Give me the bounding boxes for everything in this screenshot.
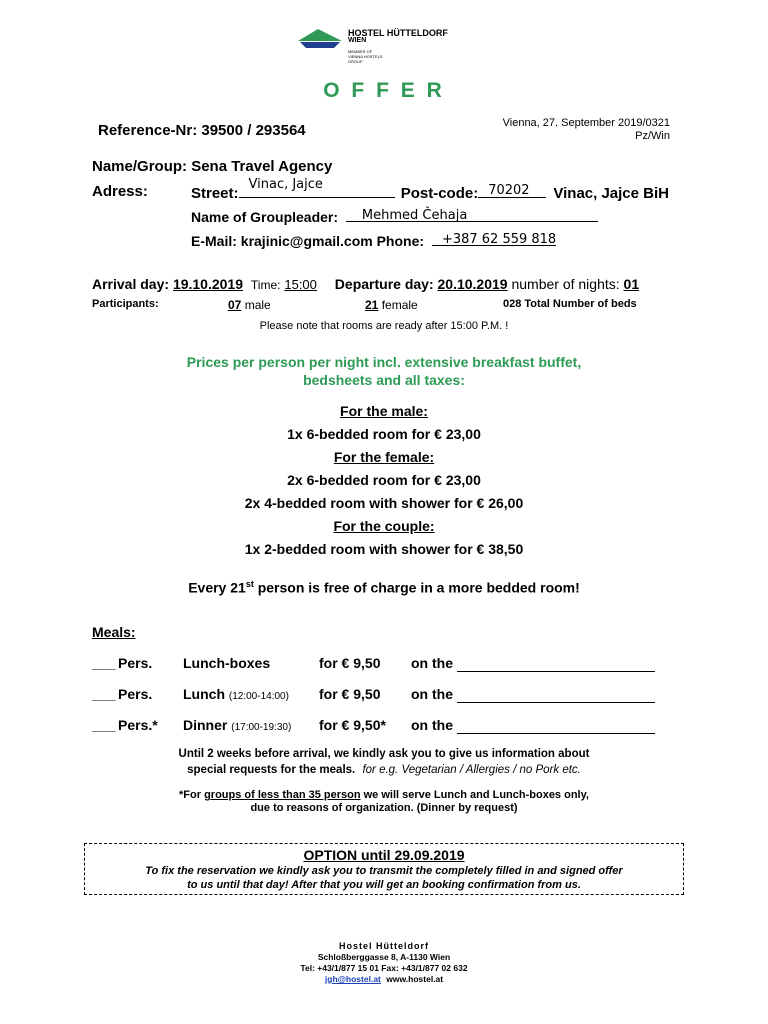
email-value: krajinic@gmail.com bbox=[240, 233, 373, 249]
hostel-logo bbox=[296, 25, 466, 65]
female-label: female bbox=[381, 298, 418, 312]
footer-contact bbox=[0, 974, 768, 984]
male-count: 07 bbox=[228, 298, 242, 312]
female-room-1: 2x 6-bedded room for € 23,00 bbox=[287, 472, 481, 488]
participants-male bbox=[228, 298, 271, 312]
participants-total: 028 Total Number of beds bbox=[503, 298, 637, 310]
footer-address: Schloßberggasse 8, A-1130 Wien bbox=[317, 952, 451, 962]
meal-row-dinner: ___ Pers.* Dinner (17:00-19:30) for € 9,50* on the bbox=[92, 717, 662, 737]
email-label: E-Mail: bbox=[191, 233, 237, 249]
address-row bbox=[191, 177, 669, 202]
couple-room-1: 1x 2-bedded room with shower for € 38,50 bbox=[244, 541, 524, 557]
postcode-label: Post-code: bbox=[400, 185, 479, 202]
option-line-2: to us until that day! After that you will get an booking confirmation from us. bbox=[187, 879, 581, 891]
group-row bbox=[92, 158, 332, 175]
hostel-logo-icon bbox=[296, 27, 344, 49]
time-value: 15:00 bbox=[284, 277, 317, 292]
male-heading: For the male: bbox=[340, 403, 428, 419]
page-title: O F F E R bbox=[323, 79, 445, 102]
option-line-1: To fix the reservation we kindly ask you to transmit the completely filled in and signed offer bbox=[145, 865, 623, 877]
city-value: Vinac, Jajce BiH bbox=[553, 185, 669, 202]
arrival-row bbox=[92, 276, 639, 292]
meals-heading: Meals: bbox=[92, 624, 136, 640]
phone-label: Phone: bbox=[376, 233, 425, 249]
female-room-2: 2x 4-bedded room with shower for € 26,00 bbox=[244, 495, 524, 511]
time-label: Time: bbox=[250, 278, 281, 292]
group-value: Sena Travel Agency bbox=[191, 158, 333, 175]
male-label: male bbox=[244, 298, 271, 312]
address-label: Adress: bbox=[92, 183, 148, 200]
logo-member-2: VIENNA HOSTELS bbox=[348, 54, 383, 59]
meal-request-2: special requests for the meals. for e.g. Vegetarian / Allergies / no Pork etc. bbox=[187, 764, 581, 776]
participants-label: Participants: bbox=[92, 298, 159, 310]
contact-row bbox=[191, 231, 556, 249]
meal-request-1: Until 2 weeks before arrival, we kindly ask you to give us information about bbox=[178, 748, 590, 760]
departure-date: 20.10.2019 bbox=[437, 276, 508, 292]
footer-web: www.hostel.at bbox=[386, 974, 444, 984]
groupleader-row bbox=[191, 207, 598, 225]
option-title: OPTION until 29.09.2019 bbox=[303, 847, 465, 863]
nights-value: 01 bbox=[623, 276, 640, 292]
groups-note-2: due to reasons of organization. (Dinner by request) bbox=[250, 802, 518, 814]
logo-member-1: MEMBER OF bbox=[348, 49, 373, 54]
logo-city: WIEN bbox=[348, 37, 367, 44]
free-person-note: Every 21st person is free of charge in a more bedded room! bbox=[188, 579, 580, 596]
footer-email-link[interactable]: jgh@hostel.at bbox=[324, 974, 381, 984]
postcode-value: 70202 bbox=[488, 183, 530, 198]
meal-row-lunch-boxes: ___ Pers. Lunch-boxes for € 9,50 on the bbox=[92, 655, 662, 675]
male-room-1: 1x 6-bedded room for € 23,00 bbox=[287, 426, 481, 442]
groups-note-1: *For groups of less than 35 person we will serve Lunch and Lunch-boxes only, bbox=[179, 789, 589, 801]
female-count: 21 bbox=[365, 298, 379, 312]
group-label: Name/Group: bbox=[92, 158, 188, 175]
initials: Pz/Win bbox=[635, 130, 670, 142]
street-value: Vinac, Jajce bbox=[248, 177, 323, 192]
prices-heading-2: bedsheets and all taxes: bbox=[303, 372, 465, 388]
arrival-date: 19.10.2019 bbox=[172, 276, 244, 292]
footer-tel: Tel: +43/1/877 15 01 Fax: +43/1/877 02 632 bbox=[300, 963, 468, 973]
nights-label: number of nights: bbox=[511, 276, 620, 292]
footer-name: Hostel Hütteldorf bbox=[339, 941, 429, 951]
phone-value: +387 62 559 818 bbox=[441, 232, 557, 247]
participants-female bbox=[365, 298, 418, 312]
departure-label: Departure day: bbox=[334, 276, 434, 292]
reference-number: Reference-Nr: 39500 / 293564 bbox=[98, 122, 306, 139]
arrival-label: Arrival day: bbox=[92, 276, 170, 292]
rooms-ready-note: Please note that rooms are ready after 15:00 P.M. ! bbox=[259, 320, 509, 332]
logo-member-3: GROUP bbox=[348, 59, 363, 64]
meal-row-lunch: ___ Pers. Lunch (12:00-14:00) for € 9,50 on the bbox=[92, 686, 662, 706]
date-line: Vienna, 27. September 2019/0321 bbox=[502, 117, 670, 129]
female-heading: For the female: bbox=[333, 449, 435, 465]
street-label: Street: bbox=[191, 185, 239, 202]
groupleader-value: Mehmed Čehaja bbox=[361, 208, 468, 223]
groupleader-label: Name of Groupleader: bbox=[191, 209, 339, 225]
couple-heading: For the couple: bbox=[333, 518, 435, 534]
logo-name: HOSTEL HÜTTELDORF bbox=[348, 28, 448, 38]
prices-heading-1: Prices per person per night incl. extensive breakfast buffet, bbox=[186, 354, 582, 370]
